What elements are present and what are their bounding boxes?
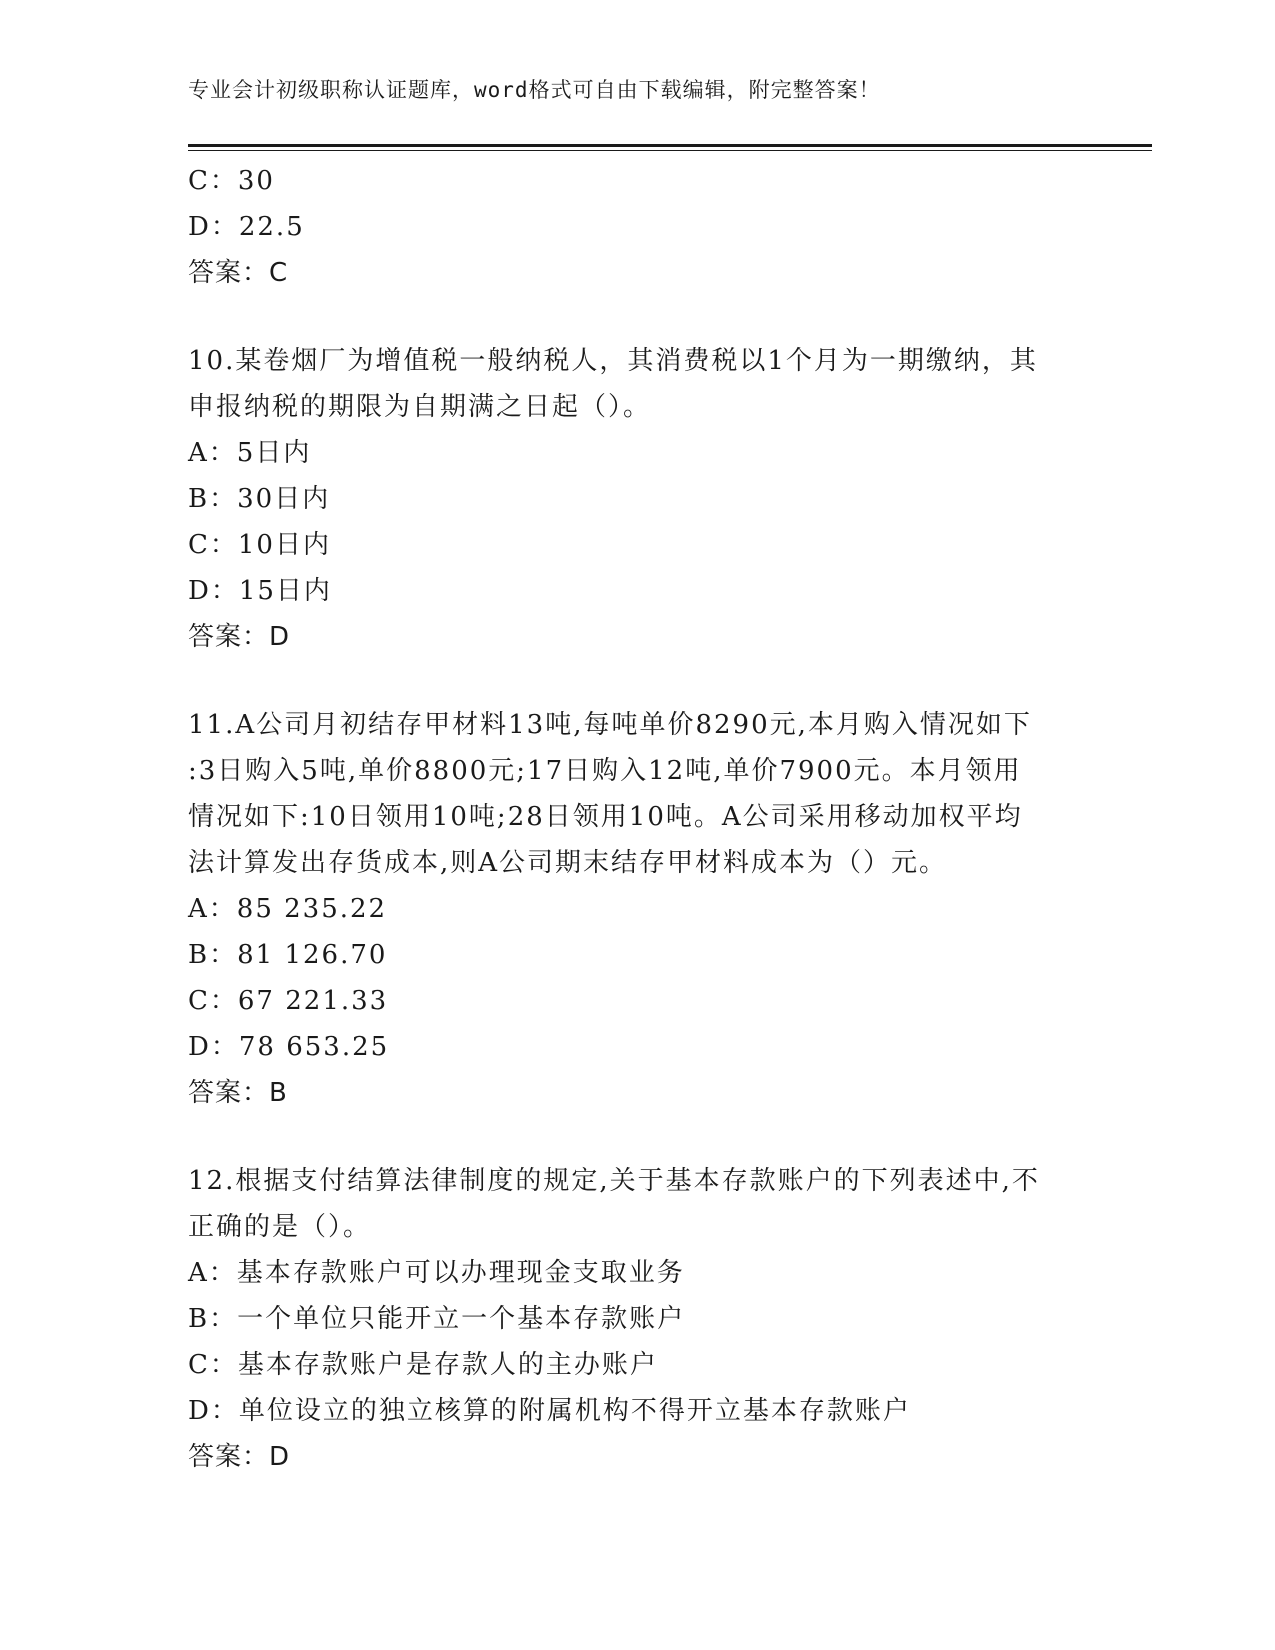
question-12: [188, 1158, 1088, 1480]
document-body: [188, 158, 1088, 1480]
option-c: C：10日内: [188, 530, 331, 560]
question-stem-line: 情况如下:10日领用10吨;28日领用10吨。A公司采用移动加权平均: [188, 802, 1023, 832]
option-a: A：5日内: [188, 438, 312, 468]
question-stem-line: 10.某卷烟厂为增值税一般纳税人，其消费税以1个月为一期缴纳，其: [188, 346, 1038, 376]
option-c: C：30: [188, 166, 275, 196]
option-c: C：基本存款账户是存款人的主办账户: [188, 1350, 658, 1380]
answer-line: 答案：D: [188, 1442, 291, 1472]
option-d: D：22.5: [188, 212, 305, 242]
question-stem-line: :3日购入5吨,单价8800元;17日购入12吨,单价7900元。本月领用: [188, 756, 1022, 786]
question-stem-line: 11.A公司月初结存甲材料13吨,每吨单价8290元,本月购入情况如下: [188, 710, 1032, 740]
option-d: D：15日内: [188, 576, 332, 606]
option-d: D：78 653.25: [188, 1032, 390, 1062]
answer-line: 答案：B: [188, 1078, 288, 1108]
question-stem-line: 法计算发出存货成本,则A公司期末结存甲材料成本为（）元。: [188, 848, 948, 878]
question-stem-line: 12.根据支付结算法律制度的规定,关于基本存款账户的下列表述中,不: [188, 1166, 1040, 1196]
question-stem-line: 申报纳税的期限为自期满之日起（）。: [188, 392, 652, 422]
option-b: B：30日内: [188, 484, 331, 514]
spacer: [188, 1116, 1088, 1158]
question-10: [188, 338, 1088, 660]
option-a: A：85 235.22: [188, 894, 388, 924]
spacer: [188, 296, 1088, 338]
option-b: B：81 126.70: [188, 940, 388, 970]
header-rule-thick: [188, 144, 1152, 147]
option-a: A：基本存款账户可以办理现金支取业务: [188, 1258, 685, 1288]
option-b: B：一个单位只能开立一个基本存款账户: [188, 1304, 686, 1334]
question-stem-line: 正确的是（）。: [188, 1212, 372, 1242]
question-11: [188, 702, 1088, 1116]
option-c: C：67 221.33: [188, 986, 389, 1016]
spacer: [188, 660, 1088, 702]
header-rule-thin: [188, 150, 1152, 151]
prev-question: [188, 158, 1088, 296]
answer-line: 答案：C: [188, 258, 289, 288]
option-d: D：单位设立的独立核算的附属机构不得开立基本存款账户: [188, 1396, 911, 1426]
answer-line: 答案：D: [188, 622, 291, 652]
page-header: 专业会计初级职称认证题库，word格式可自由下载编辑，附完整答案！: [188, 78, 881, 102]
